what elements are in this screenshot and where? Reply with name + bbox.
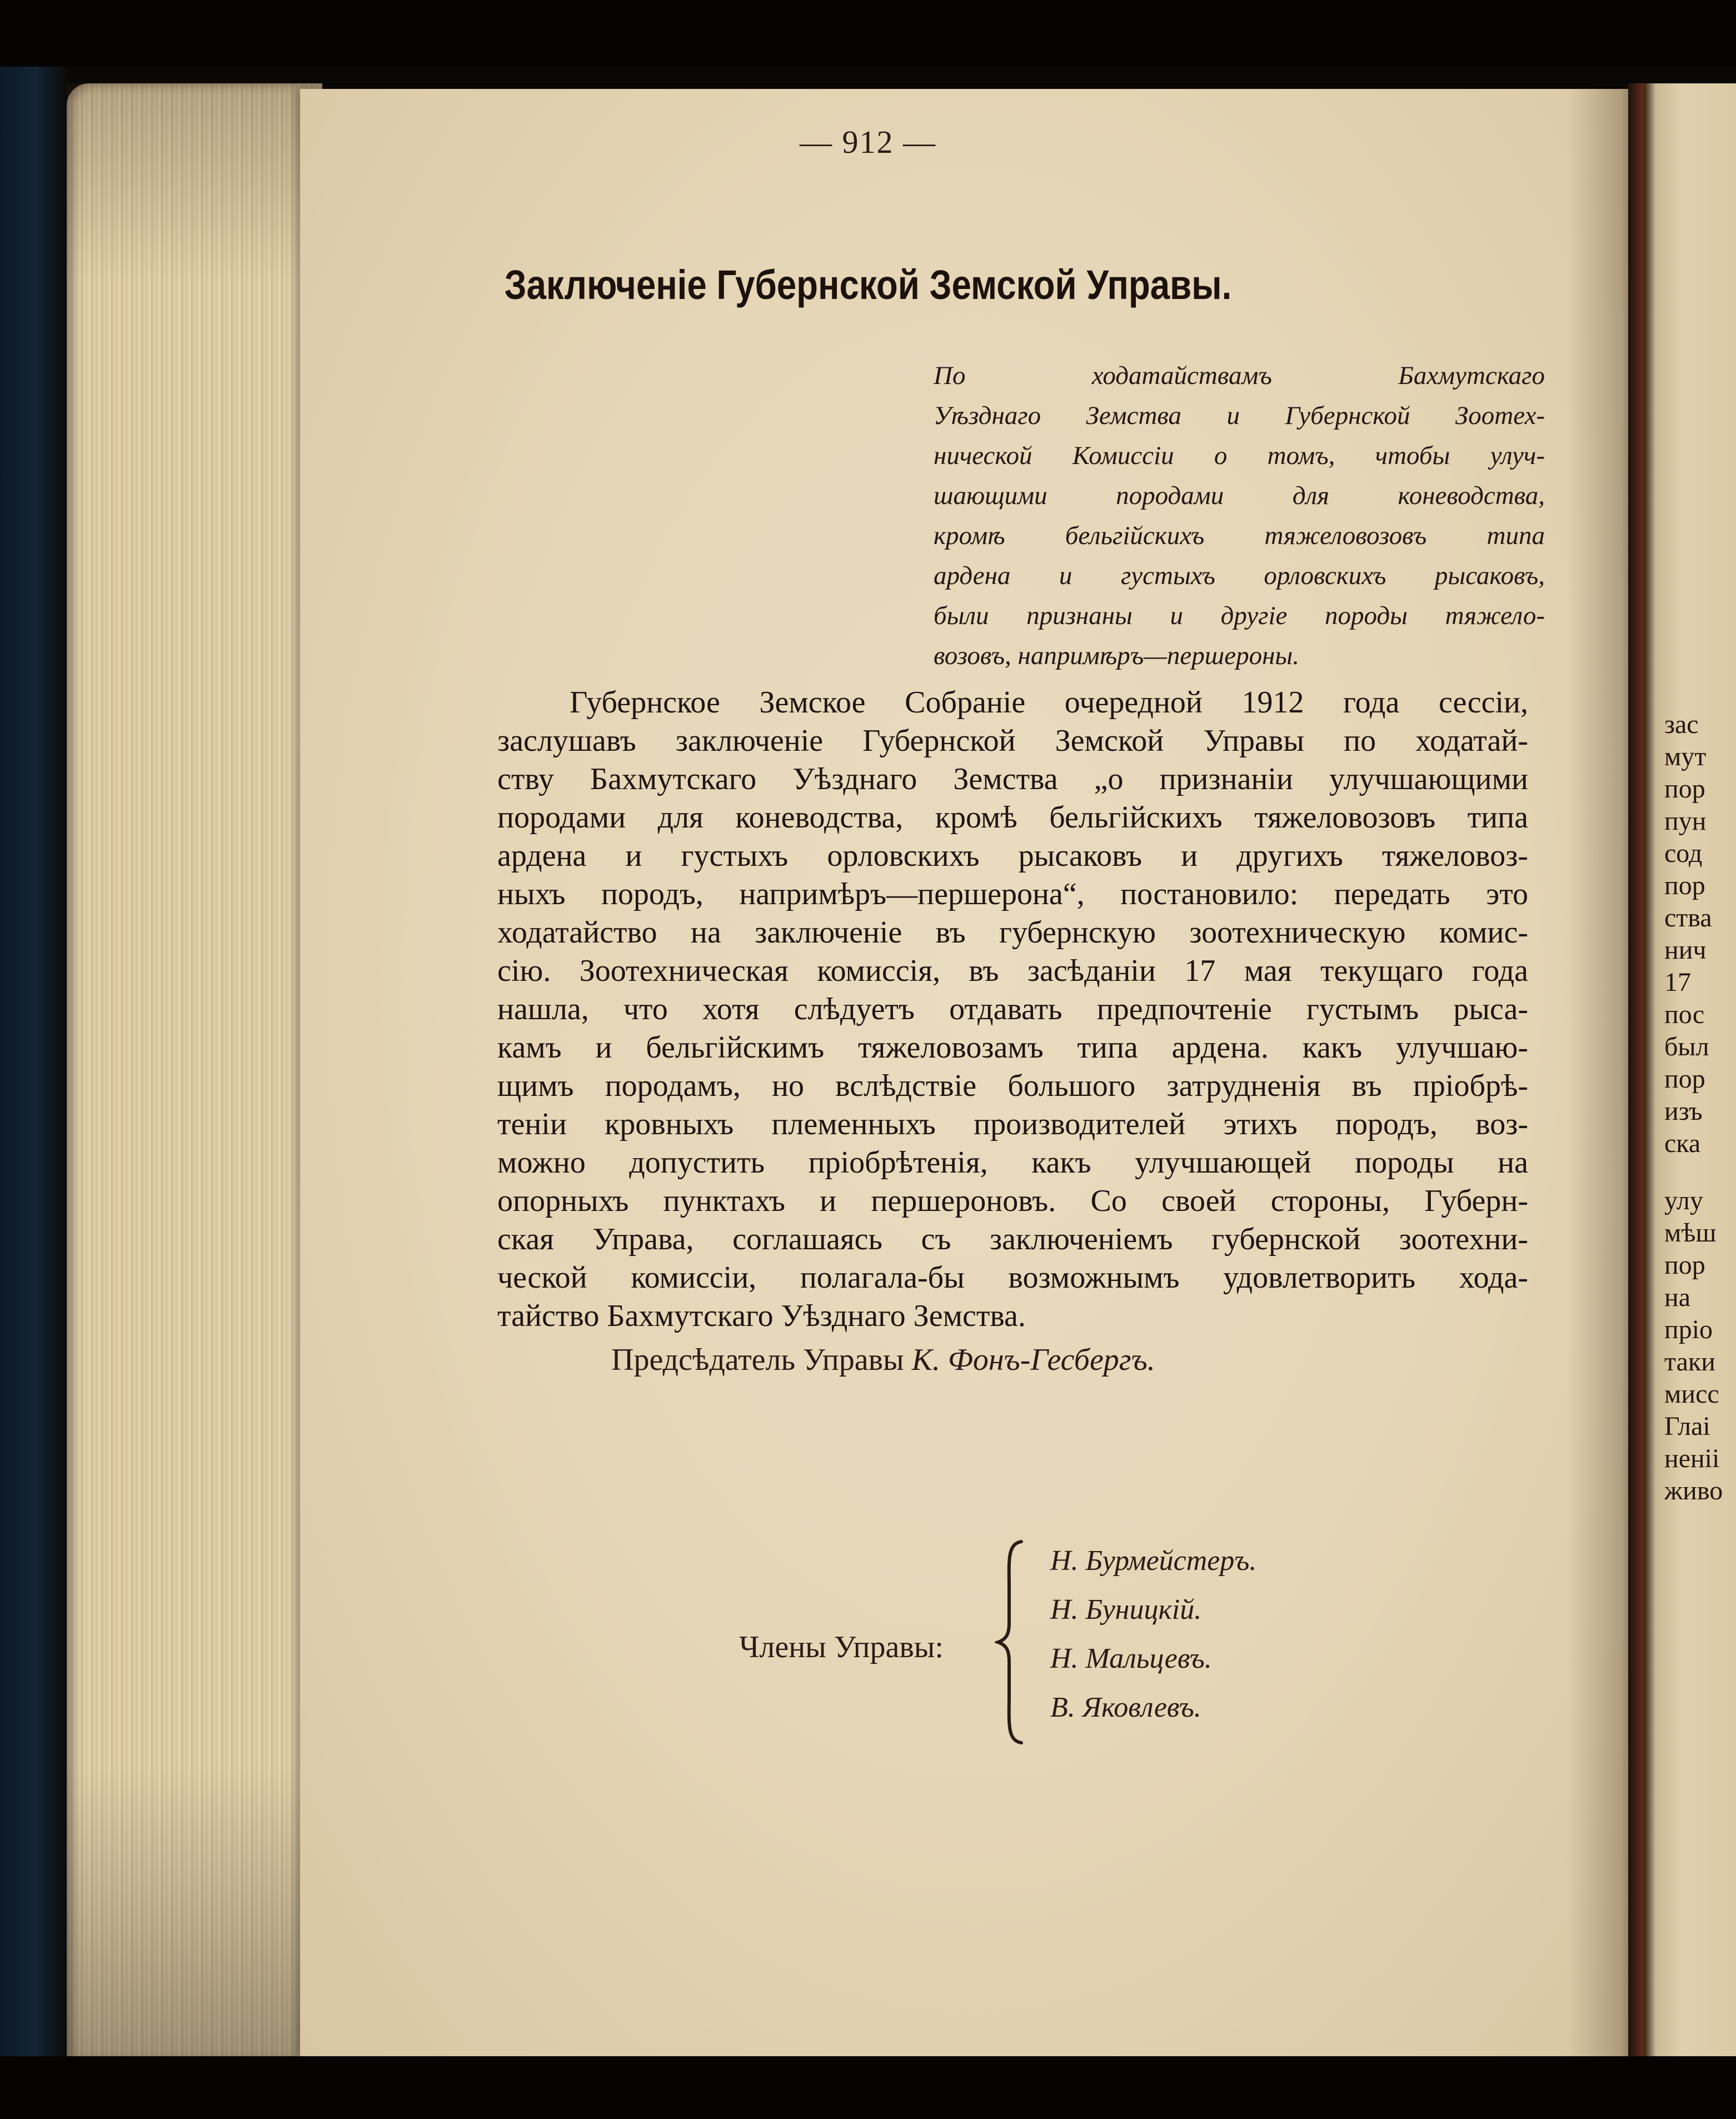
body-line: ныхъ породъ, напримѣръ—першерона“, постановило: передать это [497, 877, 1528, 911]
chairman-signature [611, 1342, 1155, 1378]
body-line: ская Управа, соглашаясь съ заключеніемъ губернской зоотехни- [497, 1222, 1528, 1257]
body-line: ству Бахмутскаго Уѣзднаго Земства „о признаніи улучшающими [497, 762, 1528, 796]
body-line: ардена и густыхъ орловскихъ рысаковъ и другихъ тяжеловоз- [497, 839, 1528, 873]
right-page-line: нич [1664, 935, 1707, 965]
right-page-line: пос [1664, 1000, 1705, 1029]
right-page-line: неніі [1664, 1444, 1720, 1473]
right-page-line: пріо [1664, 1315, 1713, 1344]
right-page-line: зас [1664, 710, 1699, 739]
scan-background-top [0, 0, 1736, 67]
body-line: можно допустить пріобрѣтенія, какъ улучшающей породы на [497, 1145, 1528, 1180]
subject-line: Уѣзднаго Земства и Губернской Зоотех- [934, 401, 1545, 430]
body-line: ходатайство на заключеніе въ губернскую зоотехническую комис- [497, 915, 1528, 950]
right-page-line: Глаі [1664, 1412, 1710, 1441]
body-line: щимъ породамъ, но вслѣдствіе большого затрудненія въ пріобрѣ- [497, 1069, 1528, 1103]
right-page-line: на [1664, 1283, 1690, 1312]
member-name: Н. Буницкій. [1050, 1594, 1202, 1626]
curly-brace-icon [995, 1539, 1028, 1745]
subject-line: ардена и густыхъ орловскихъ рысаковъ, [934, 561, 1545, 590]
right-page-line: пор [1664, 1064, 1705, 1094]
subject-line: кромѣ бельгійскихъ тяжеловозовъ типа [934, 521, 1545, 550]
right-page-line: таки [1664, 1347, 1715, 1377]
body-paragraph [497, 684, 1528, 1335]
page-number: — 912 — [800, 124, 936, 160]
body-line: камъ и бельгійскимъ тяжеловозамъ типа ардена. какъ улучшаю- [497, 1030, 1528, 1065]
subject-line: возовъ, напримѣръ—першероны. [934, 641, 1299, 670]
subject-line: По ходатайствамъ Бахмутскаго [934, 361, 1545, 390]
subject-line: были признаны и другіе породы тяжело- [934, 601, 1545, 630]
right-page-line: пор [1664, 774, 1705, 804]
scan-background-bottom [0, 2056, 1736, 2119]
right-page-line: мѣш [1664, 1218, 1717, 1248]
body-line: теніи кровныхъ племенныхъ производителей этихъ породъ, воз- [497, 1107, 1528, 1141]
subject-line: шающими породами для коневодства, [934, 481, 1545, 510]
right-page-line: живо [1664, 1476, 1723, 1505]
chairman-label: Предсѣдатель Управы [611, 1343, 904, 1377]
subject-line: нической Комиссіи о томъ, чтобы улуч- [934, 441, 1545, 470]
body-line: ческой комиссіи, полагала-бы возможнымъ удовлетворить хода- [497, 1260, 1528, 1295]
body-line: тайство Бахмутскаго Уѣзднаго Земства. [497, 1299, 1026, 1333]
right-page-line: пор [1664, 871, 1705, 900]
right-page-line: ска [1664, 1129, 1701, 1158]
right-page-line: мут [1664, 742, 1707, 771]
body-line: породами для коневодства, кромѣ бельгійскихъ тяжеловозовъ типа [497, 800, 1528, 835]
member-name: В. Яковлевъ. [1050, 1692, 1201, 1723]
member-name: Н. Бурмейстеръ. [1050, 1545, 1257, 1577]
page-title: Заключеніе Губернской Земской Управы. [504, 262, 1232, 308]
right-page-text-fragment [1664, 709, 1736, 1507]
body-line: заслушавъ заключеніе Губернской Земской Управы по ходатай- [497, 724, 1528, 758]
page-stack-shade [67, 83, 322, 2062]
right-page-line: ства [1664, 903, 1712, 933]
right-page-line: изъ [1664, 1096, 1703, 1126]
body-line: нашла, что хотя слѣдуетъ отдавать предпочтеніе густымъ рыса- [497, 992, 1528, 1026]
right-page-line: был [1664, 1032, 1709, 1061]
right-page-line: пор [1664, 1250, 1705, 1280]
body-line: сію. Зоотехническая комиссія, въ засѣданіи 17 мая текущаго года [497, 954, 1528, 988]
subject-summary [934, 356, 1545, 676]
right-page-gap [1664, 1160, 1736, 1185]
right-page-line: пун [1664, 806, 1707, 836]
member-name: Н. Мальцевъ. [1050, 1643, 1212, 1674]
body-line: опорныхъ пунктахъ и першероновъ. Со своей стороны, Губерн- [497, 1184, 1528, 1218]
right-page-line: сод [1664, 839, 1703, 868]
right-page-line: 17 [1664, 968, 1691, 997]
members-label: Члены Управы: [739, 1630, 944, 1664]
right-page-line: мисс [1664, 1379, 1719, 1409]
members-list [1050, 1537, 1256, 1732]
chairman-name: К. Фонъ-Гесбергъ. [911, 1343, 1155, 1377]
body-line: Губернское Земское Собраніе очередной 1912 года сессіи, [570, 685, 1528, 720]
right-page-line: улу [1664, 1186, 1703, 1215]
